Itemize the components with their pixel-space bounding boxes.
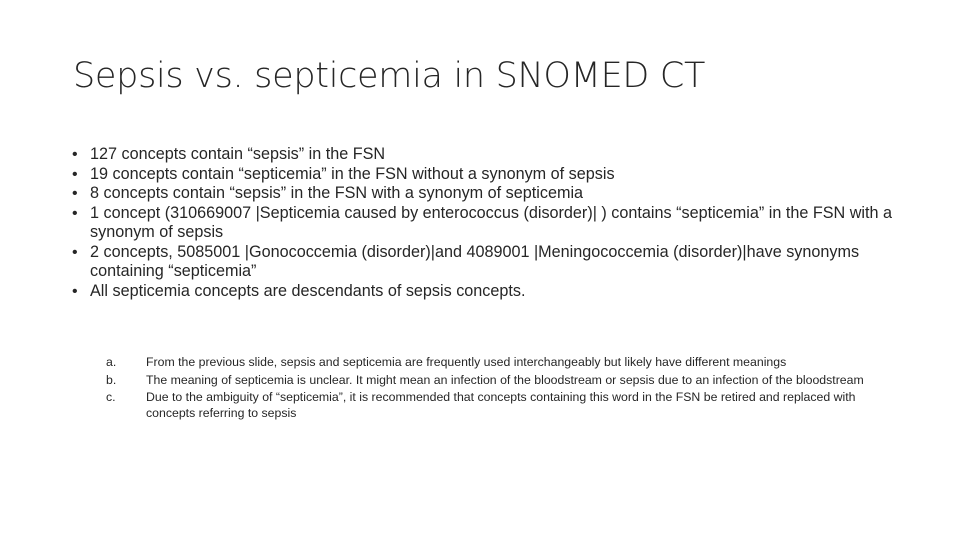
bullet-item <box>72 243 902 282</box>
bullet-item <box>72 184 902 204</box>
bullet-text: 1 concept (310669007 |Septicemia caused by enterococcus (disorder)| ) contains “septicemia” in the FSN with a synonym of sepsis <box>90 203 893 241</box>
bullet-dot: • <box>72 243 78 261</box>
bullet-dot: • <box>72 165 78 183</box>
bullet-text: 2 concepts, 5085001 |Gonococcemia (disorder)|and 4089001 |Meningococcemia (disorder)|have synonyms containing “septicemia” <box>90 242 860 280</box>
slide-title: Sepsis vs. septicemia in SNOMED CT <box>73 56 706 96</box>
sub-item <box>106 373 886 389</box>
bullet-list <box>72 145 902 301</box>
bullet-item <box>72 282 902 302</box>
sub-item-text: From the previous slide, sepsis and septicemia are frequently used interchangeably but likely have different meanings <box>146 355 787 369</box>
sub-item <box>106 390 886 421</box>
bullet-dot: • <box>72 185 78 202</box>
bullet-item <box>72 165 902 185</box>
sub-item-marker: a. <box>106 355 117 369</box>
sub-item-text: Due to the ambiguity of “septicemia”, it is recommended that concepts containing this word in the FSN be retired and replaced with concepts referring to sepsis <box>146 390 856 420</box>
sub-item-marker: c. <box>106 390 116 404</box>
bullet-dot: • <box>72 204 78 222</box>
sub-item-marker: b. <box>106 372 117 387</box>
bullet-item <box>72 204 902 243</box>
bullet-dot: • <box>72 282 78 300</box>
bullet-text: 8 concepts contain “sepsis” in the FSN with a synonym of septicemia <box>90 184 584 202</box>
bullet-dot: • <box>72 146 78 163</box>
sub-item-text: The meaning of septicemia is unclear. It might mean an infection of the bloodstream or sepsis due to an infection of the bloodstream <box>146 372 864 387</box>
bullet-text: 19 concepts contain “septicemia” in the FSN without a synonym of sepsis <box>90 164 615 183</box>
sub-item <box>106 355 886 371</box>
bullet-text: 127 concepts contain “sepsis” in the FSN <box>90 145 386 163</box>
bullet-text: All septicemia concepts are descendants of sepsis concepts. <box>90 281 526 300</box>
bullet-item <box>72 145 902 165</box>
sub-list <box>106 355 886 423</box>
